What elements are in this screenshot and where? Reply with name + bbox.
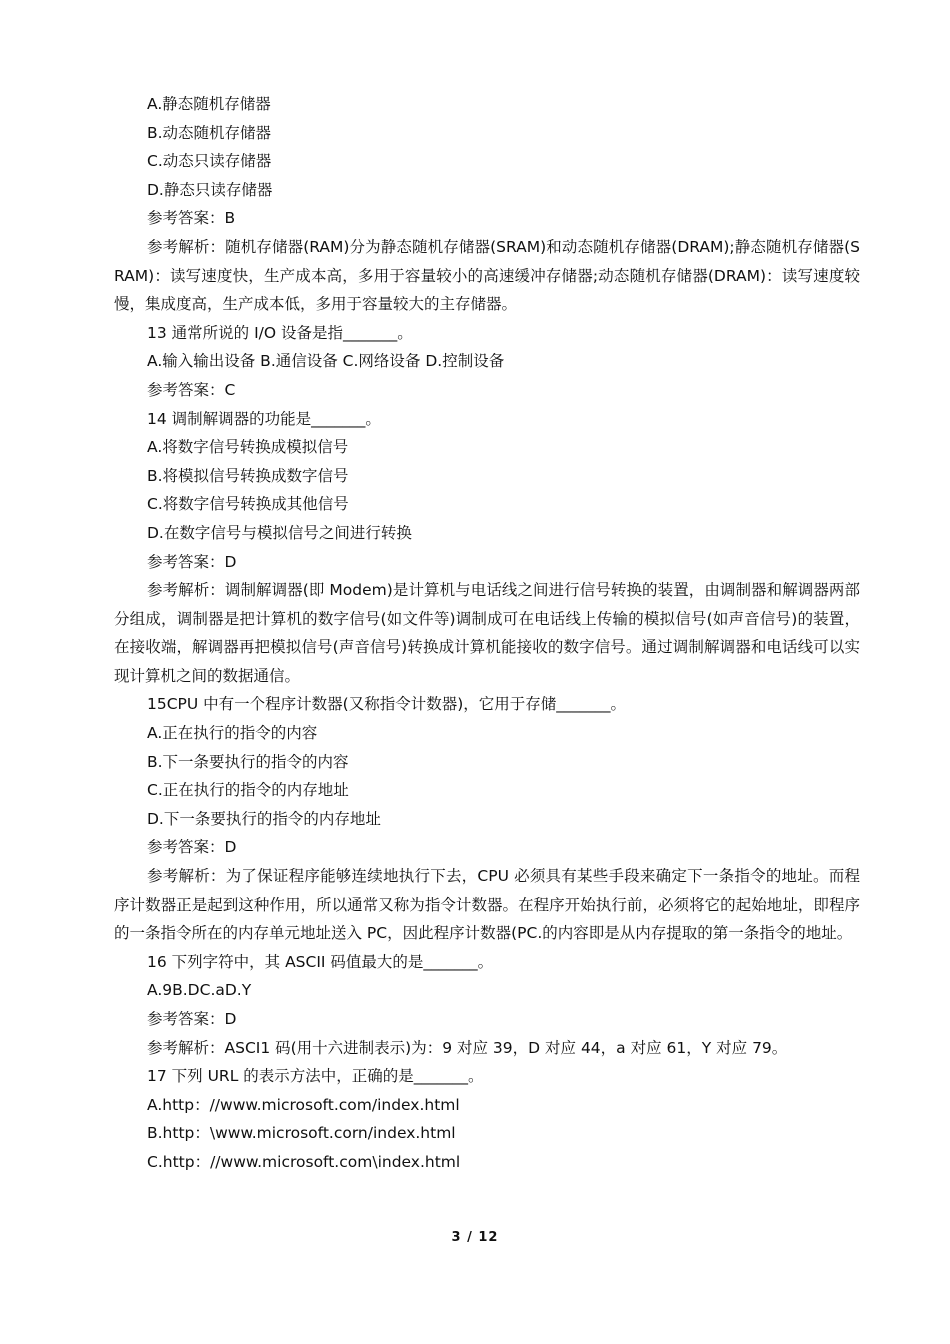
options: A.输入输出设备 B.通信设备 C.网络设备 D.控制设备 — [147, 352, 505, 371]
option-d: D.在数字信号与模拟信号之间进行转换 — [147, 523, 412, 542]
answer: 参考答案：B — [147, 209, 236, 228]
question-15: 15CPU 中有一个程序计数器(又称指令计数器)，它用于存储_______。 — [147, 695, 627, 714]
answer: 参考答案：C — [147, 380, 236, 399]
option-c: C.将数字信号转换成其他信号 — [147, 495, 349, 514]
explanation: 参考解析：为了保证程序能够连续地执行下去，CPU 必须具有某些手段来确定下一条指令的地址。而程序计数器正是起到这种作用，所以通常又称为指令计数器。在程序开始执行前，必须将它的起始地址，即程序的一条指令所在的内存单元地址送入 PC，因此程序计数器(PC.的内容即是从内存提取的第一条指令的地址。 — [114, 867, 860, 943]
document-body — [114, 90, 860, 1177]
option-a: A.静态随机存储器 — [147, 95, 271, 113]
option-c: C.正在执行的指令的内存地址 — [147, 781, 349, 800]
question-13: 13 通常所说的 I/O 设备是指_______。 — [147, 323, 413, 342]
answer: 参考答案：D — [147, 552, 237, 571]
page-indicator: 3 / 12 — [451, 1230, 499, 1245]
option-d: D.静态只读存储器 — [147, 180, 273, 199]
option-d: D.下一条要执行的指令的内存地址 — [147, 809, 381, 828]
option-b: B.下一条要执行的指令的内容 — [147, 752, 349, 771]
answer: 参考答案：D — [147, 838, 237, 857]
explanation: 参考解析：ASCI1 码(用十六进制表示)为：9 对应 39，D 对应 44，a 对应 61，Y 对应 79。 — [147, 1038, 788, 1057]
explanation: 参考解析：调制解调器(即 Modem)是计算机与电话线之间进行信号转换的装置，由调制器和解调器两部分组成，调制器是把计算机的数字信号(如文件等)调制成可在电话线上传输的模拟信号(如声音信号)的装置，在接收端，解调器再把模拟信号(声音信号)转换成计算机能接收的数字信号。通过调制解调器和电话线可以实现计算机之间的数据通信。 — [114, 581, 860, 685]
option-b: B.将模拟信号转换成数字信号 — [147, 466, 349, 485]
question-14: 14 调制解调器的功能是_______。 — [147, 409, 381, 428]
explanation: 参考解析：随机存储器(RAM)分为静态随机存储器(SRAM)和动态随机存储器(DRAM);静态随机存储器(SRAM)：读写速度快，生产成本高，多用于容量较小的高速缓冲存储器;动态随机存储器(DRAM)：读写速度较慢，集成度高，生产成本低，多用于容量较大的主存储器。 — [114, 237, 860, 314]
question-17: 17 下列 URL 的表示方法中，正确的是_______。 — [147, 1067, 484, 1086]
answer: 参考答案：D — [147, 1010, 237, 1028]
options: A.9B.DC.aD.Y — [147, 981, 252, 1000]
option-c: C.动态只读存储器 — [147, 152, 272, 171]
option-b: B.动态随机存储器 — [147, 123, 272, 142]
option-a: A.正在执行的指令的内容 — [147, 724, 318, 743]
option-c: C.http：//www.microsoft.com\index.html — [147, 1152, 461, 1171]
option-a: A.将数字信号转换成模拟信号 — [147, 438, 349, 457]
option-a: A.http：//www.microsoft.com/index.html — [147, 1095, 460, 1114]
option-b: B.http：\www.microsoft.corn/index.html — [147, 1124, 456, 1143]
question-16: 16 下列字符中，其 ASCII 码值最大的是_______。 — [147, 952, 494, 971]
